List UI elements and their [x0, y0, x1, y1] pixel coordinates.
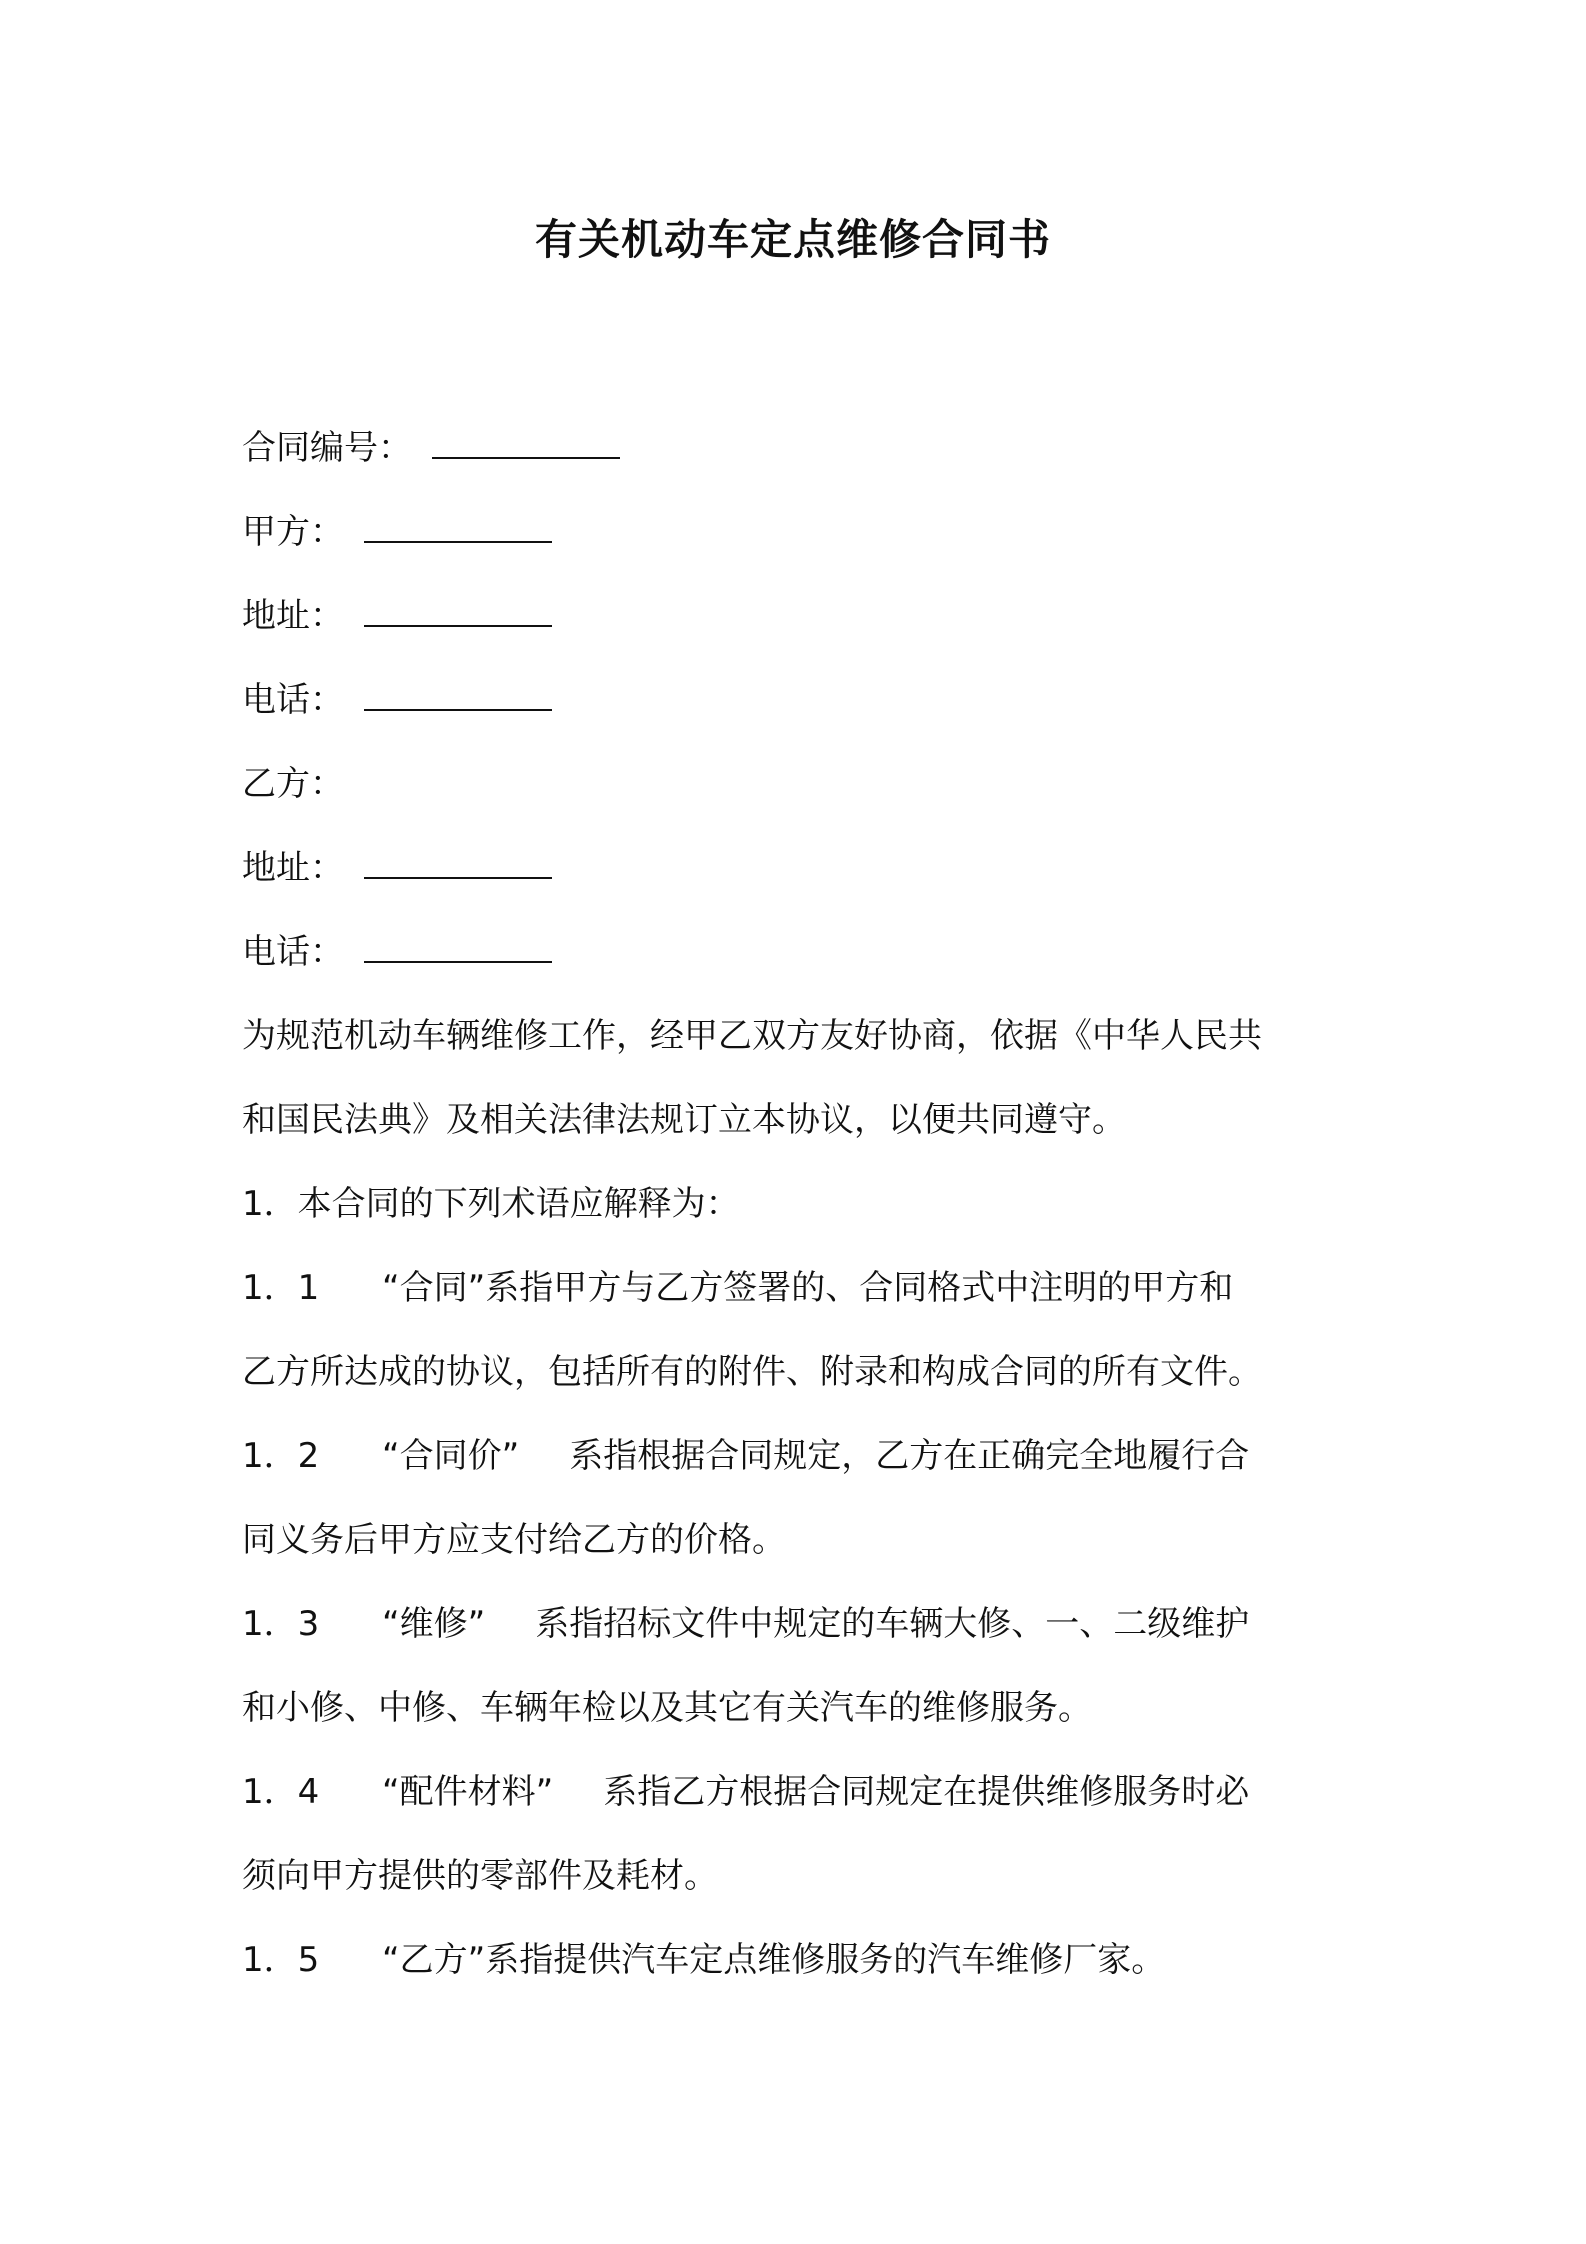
clause-1-4	[242, 1750, 1362, 1834]
clause-text: 系指甲方与乙方签署的、合同格式中注明的甲方和	[485, 1268, 1234, 1308]
clause-1-4-continuation: 须向甲方提供的零部件及耗材。	[242, 1856, 718, 1896]
clause-number: 1．3	[242, 1604, 320, 1644]
field-label: 甲方：	[242, 512, 344, 552]
clause-1-1	[242, 1246, 1362, 1330]
clause-term: “合同”	[382, 1268, 486, 1308]
document-body	[242, 406, 1362, 2002]
blank-line	[432, 421, 620, 459]
clause-heading: 1．本合同的下列术语应解释为：	[242, 1184, 740, 1224]
field-contract-number	[242, 406, 1362, 490]
clause-term: “合同价”	[382, 1436, 520, 1476]
clause-text: 系指招标文件中规定的车辆大修、一、二级维护	[535, 1604, 1250, 1644]
clause-1-2	[242, 1414, 1362, 1498]
clause-1-3	[242, 1582, 1362, 1666]
blank-line	[364, 841, 552, 879]
clause-term: “乙方”	[382, 1940, 486, 1980]
blank-line	[364, 589, 552, 627]
clause-text: 系指乙方根据合同规定在提供维修服务时必	[603, 1772, 1250, 1812]
blank-line	[364, 505, 552, 543]
field-label: 合同编号：	[242, 428, 412, 468]
clause-number: 1．2	[242, 1436, 320, 1476]
blank-line	[364, 925, 552, 963]
clause-term: “维修”	[382, 1604, 486, 1644]
clause-number: 1．4	[242, 1772, 320, 1812]
clause-text: 系指根据合同规定，乙方在正确完全地履行合	[569, 1436, 1250, 1476]
clause-1-1-continuation: 乙方所达成的协议，包括所有的附件、附录和构成合同的所有文件。	[242, 1352, 1262, 1392]
field-party-a-phone	[242, 658, 1362, 742]
clause-text: 系指提供汽车定点维修服务的汽车维修厂家。	[485, 1940, 1166, 1980]
clause-1-5	[242, 1918, 1362, 2002]
field-label: 电话：	[242, 680, 344, 720]
clause-number: 1．5	[242, 1940, 320, 1980]
preamble-line-1: 为规范机动车辆维修工作，经甲乙双方友好协商，依据《中华人民共	[242, 1016, 1262, 1056]
clause-1-2-continuation: 同义务后甲方应支付给乙方的价格。	[242, 1520, 786, 1560]
blank-line	[364, 673, 552, 711]
field-label: 地址：	[242, 596, 344, 636]
field-party-a	[242, 490, 1362, 574]
clause-term: “配件材料”	[382, 1772, 554, 1812]
clause-number: 1．1	[242, 1268, 320, 1308]
field-label: 乙方：	[242, 764, 344, 804]
field-party-b	[242, 742, 1362, 826]
field-party-b-address	[242, 826, 1362, 910]
field-label: 电话：	[242, 932, 344, 972]
document-title: 有关机动车定点维修合同书	[534, 215, 1051, 264]
preamble-line-2: 和国民法典》及相关法律法规订立本协议，以便共同遵守。	[242, 1100, 1126, 1140]
field-party-a-address	[242, 574, 1362, 658]
clause-1-3-continuation: 和小修、中修、车辆年检以及其它有关汽车的维修服务。	[242, 1688, 1092, 1728]
field-label: 地址：	[242, 848, 344, 888]
field-party-b-phone	[242, 910, 1362, 994]
